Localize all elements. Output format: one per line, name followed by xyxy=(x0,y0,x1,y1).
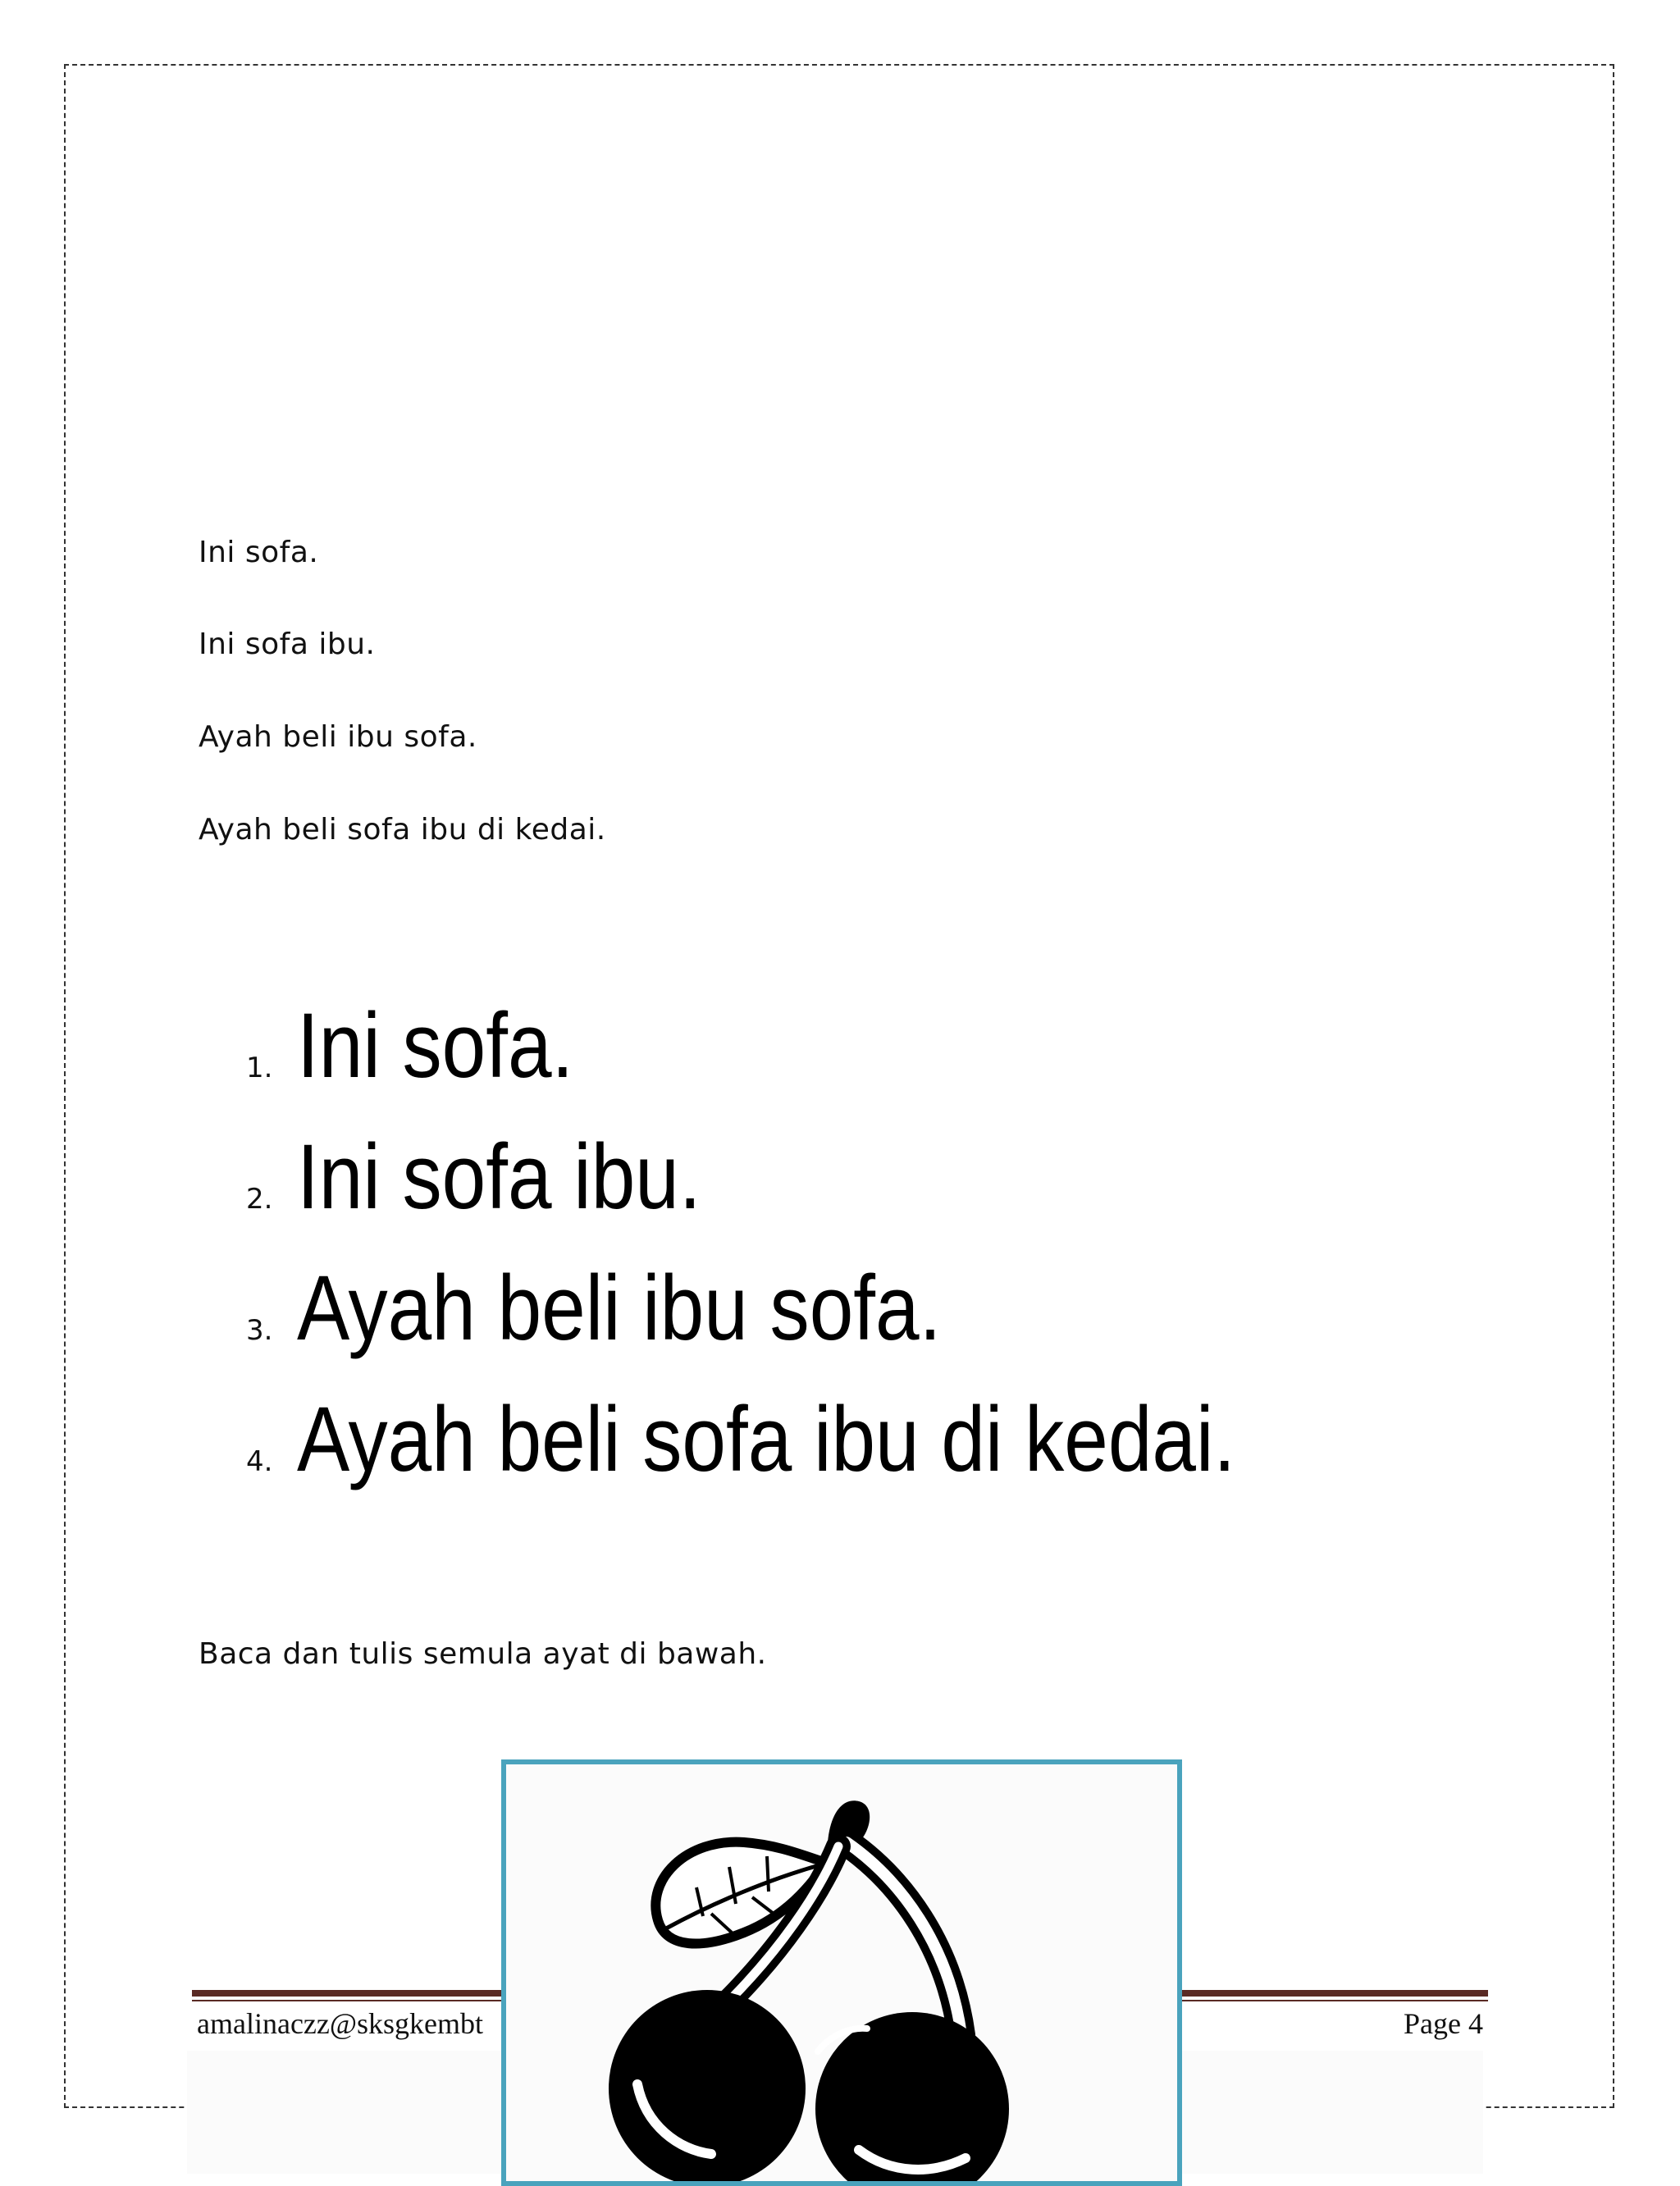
cherry-image-frame xyxy=(501,1759,1182,2186)
reading-line-3: Ayah beli ibu sofa. xyxy=(199,720,477,754)
list-text: Ayah beli ibu sofa. xyxy=(297,1257,942,1359)
list-text: Ini sofa ibu. xyxy=(297,1125,701,1228)
list-number: 4. xyxy=(246,1445,273,1478)
list-item xyxy=(246,1111,1388,1243)
list-text: Ayah beli sofa ibu di kedai. xyxy=(297,1388,1236,1490)
list-item xyxy=(246,1374,1388,1505)
footer-email: amalinaczz@sksgkembt xyxy=(197,2007,484,2040)
list-item xyxy=(246,1243,1388,1374)
list-text: Ini sofa. xyxy=(297,994,574,1097)
instruction-text: Baca dan tulis semula ayat di bawah. xyxy=(199,1637,767,1671)
footer-page-number: Page 4 xyxy=(1404,2007,1483,2040)
reading-line-1: Ini sofa. xyxy=(199,536,319,569)
reading-line-2: Ini sofa ibu. xyxy=(199,628,376,661)
reading-line-4: Ayah beli sofa ibu di kedai. xyxy=(199,813,606,847)
list-number: 1. xyxy=(246,1052,273,1084)
list-number: 2. xyxy=(246,1183,273,1216)
large-sentence-list xyxy=(246,980,1388,1505)
cherry-icon xyxy=(506,1764,1177,2183)
list-number: 3. xyxy=(246,1314,273,1347)
list-item xyxy=(246,980,1388,1111)
